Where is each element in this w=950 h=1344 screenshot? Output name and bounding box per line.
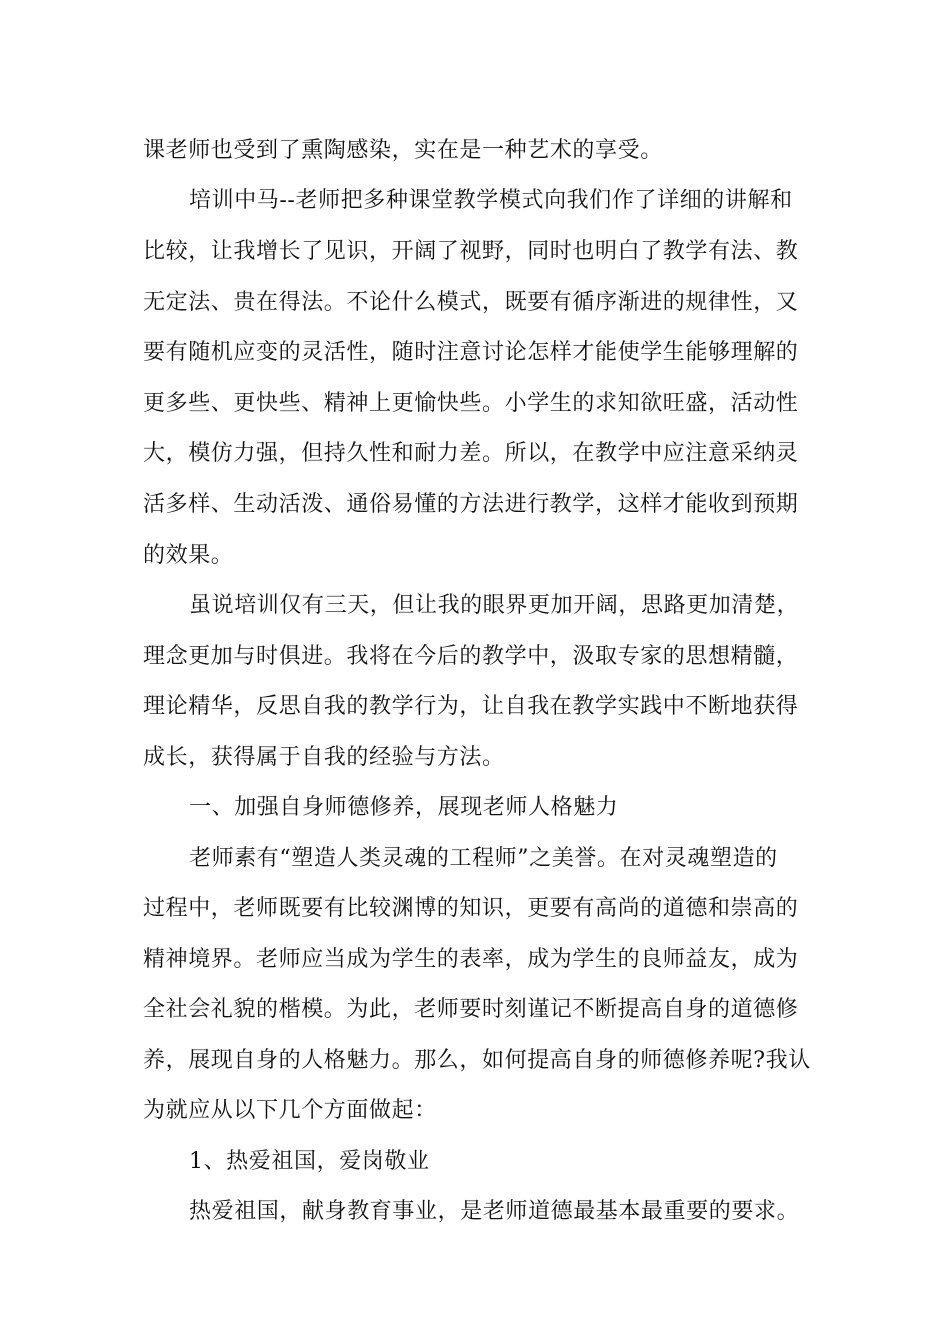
text-line: 精神境界。老师应当成为学生的表率，成为学生的良师益友，成为 <box>143 947 799 972</box>
subsection-heading: 1、热爱祖国，爱岗敬业 <box>189 1149 430 1174</box>
text-line: 课老师也受到了熏陶感染，实在是一种艺术的享受。 <box>143 138 663 163</box>
text-line: 成长，获得属于自我的经验与方法。 <box>143 745 505 770</box>
text-line: 理念更加与时俱进。我将在今后的教学中，汲取专家的思想精髓， <box>143 644 799 669</box>
section-heading: 一、加强自身师德修养，展现老师人格魅力 <box>189 795 619 820</box>
text-line: 的效果。 <box>143 543 234 568</box>
text-line: 无定法、贵在得法。不论什么模式，既要有循序渐进的规律性，又 <box>143 290 799 315</box>
text-line: 更多些、更快些、精神上更愉快些。小学生的求知欲旺盛，活动性 <box>143 391 799 416</box>
paragraph-first-line: 虽说培训仅有三天，但让我的眼界更加开阔，思路更加清楚， <box>189 593 800 618</box>
text-line: 理论精华，反思自我的教学行为，让自我在教学实践中不断地获得 <box>143 694 799 719</box>
paragraph-first-line: 老师素有“塑造人类灵魂的工程师”之美誉。在对灵魂塑造的 <box>189 846 778 871</box>
text-line: 大，模仿力强，但持久性和耐力差。所以，在教学中应注意采纳灵 <box>143 441 799 466</box>
text-line: 要有随机应变的灵活性，随时注意讨论怎样才能使学生能够理解的 <box>143 340 799 365</box>
text-line: 为就应从以下几个方面做起： <box>143 1098 437 1123</box>
text-line: 全社会礼貌的楷模。为此，老师要时刻谨记不断提高自身的道德修 <box>143 997 799 1022</box>
paragraph-first-line: 热爱祖国，献身教育事业，是老师道德最基本最重要的要求。 <box>189 1199 800 1224</box>
text-line: 养，展现自身的人格魅力。那么，如何提高自身的师德修养呢?我认 <box>143 1048 811 1073</box>
text-line: 比较，让我增长了见识，开阔了视野，同时也明白了教学有法、教 <box>143 239 799 264</box>
paragraph-first-line: 培训中马--老师把多种课堂教学模式向我们作了详细的讲解和 <box>189 188 793 213</box>
text-line: 活多样、生动活泼、通俗易懂的方法进行教学，这样才能收到预期 <box>143 492 799 517</box>
text-line: 过程中，老师既要有比较渊博的知识，更要有高尚的道德和崇高的 <box>143 896 799 921</box>
